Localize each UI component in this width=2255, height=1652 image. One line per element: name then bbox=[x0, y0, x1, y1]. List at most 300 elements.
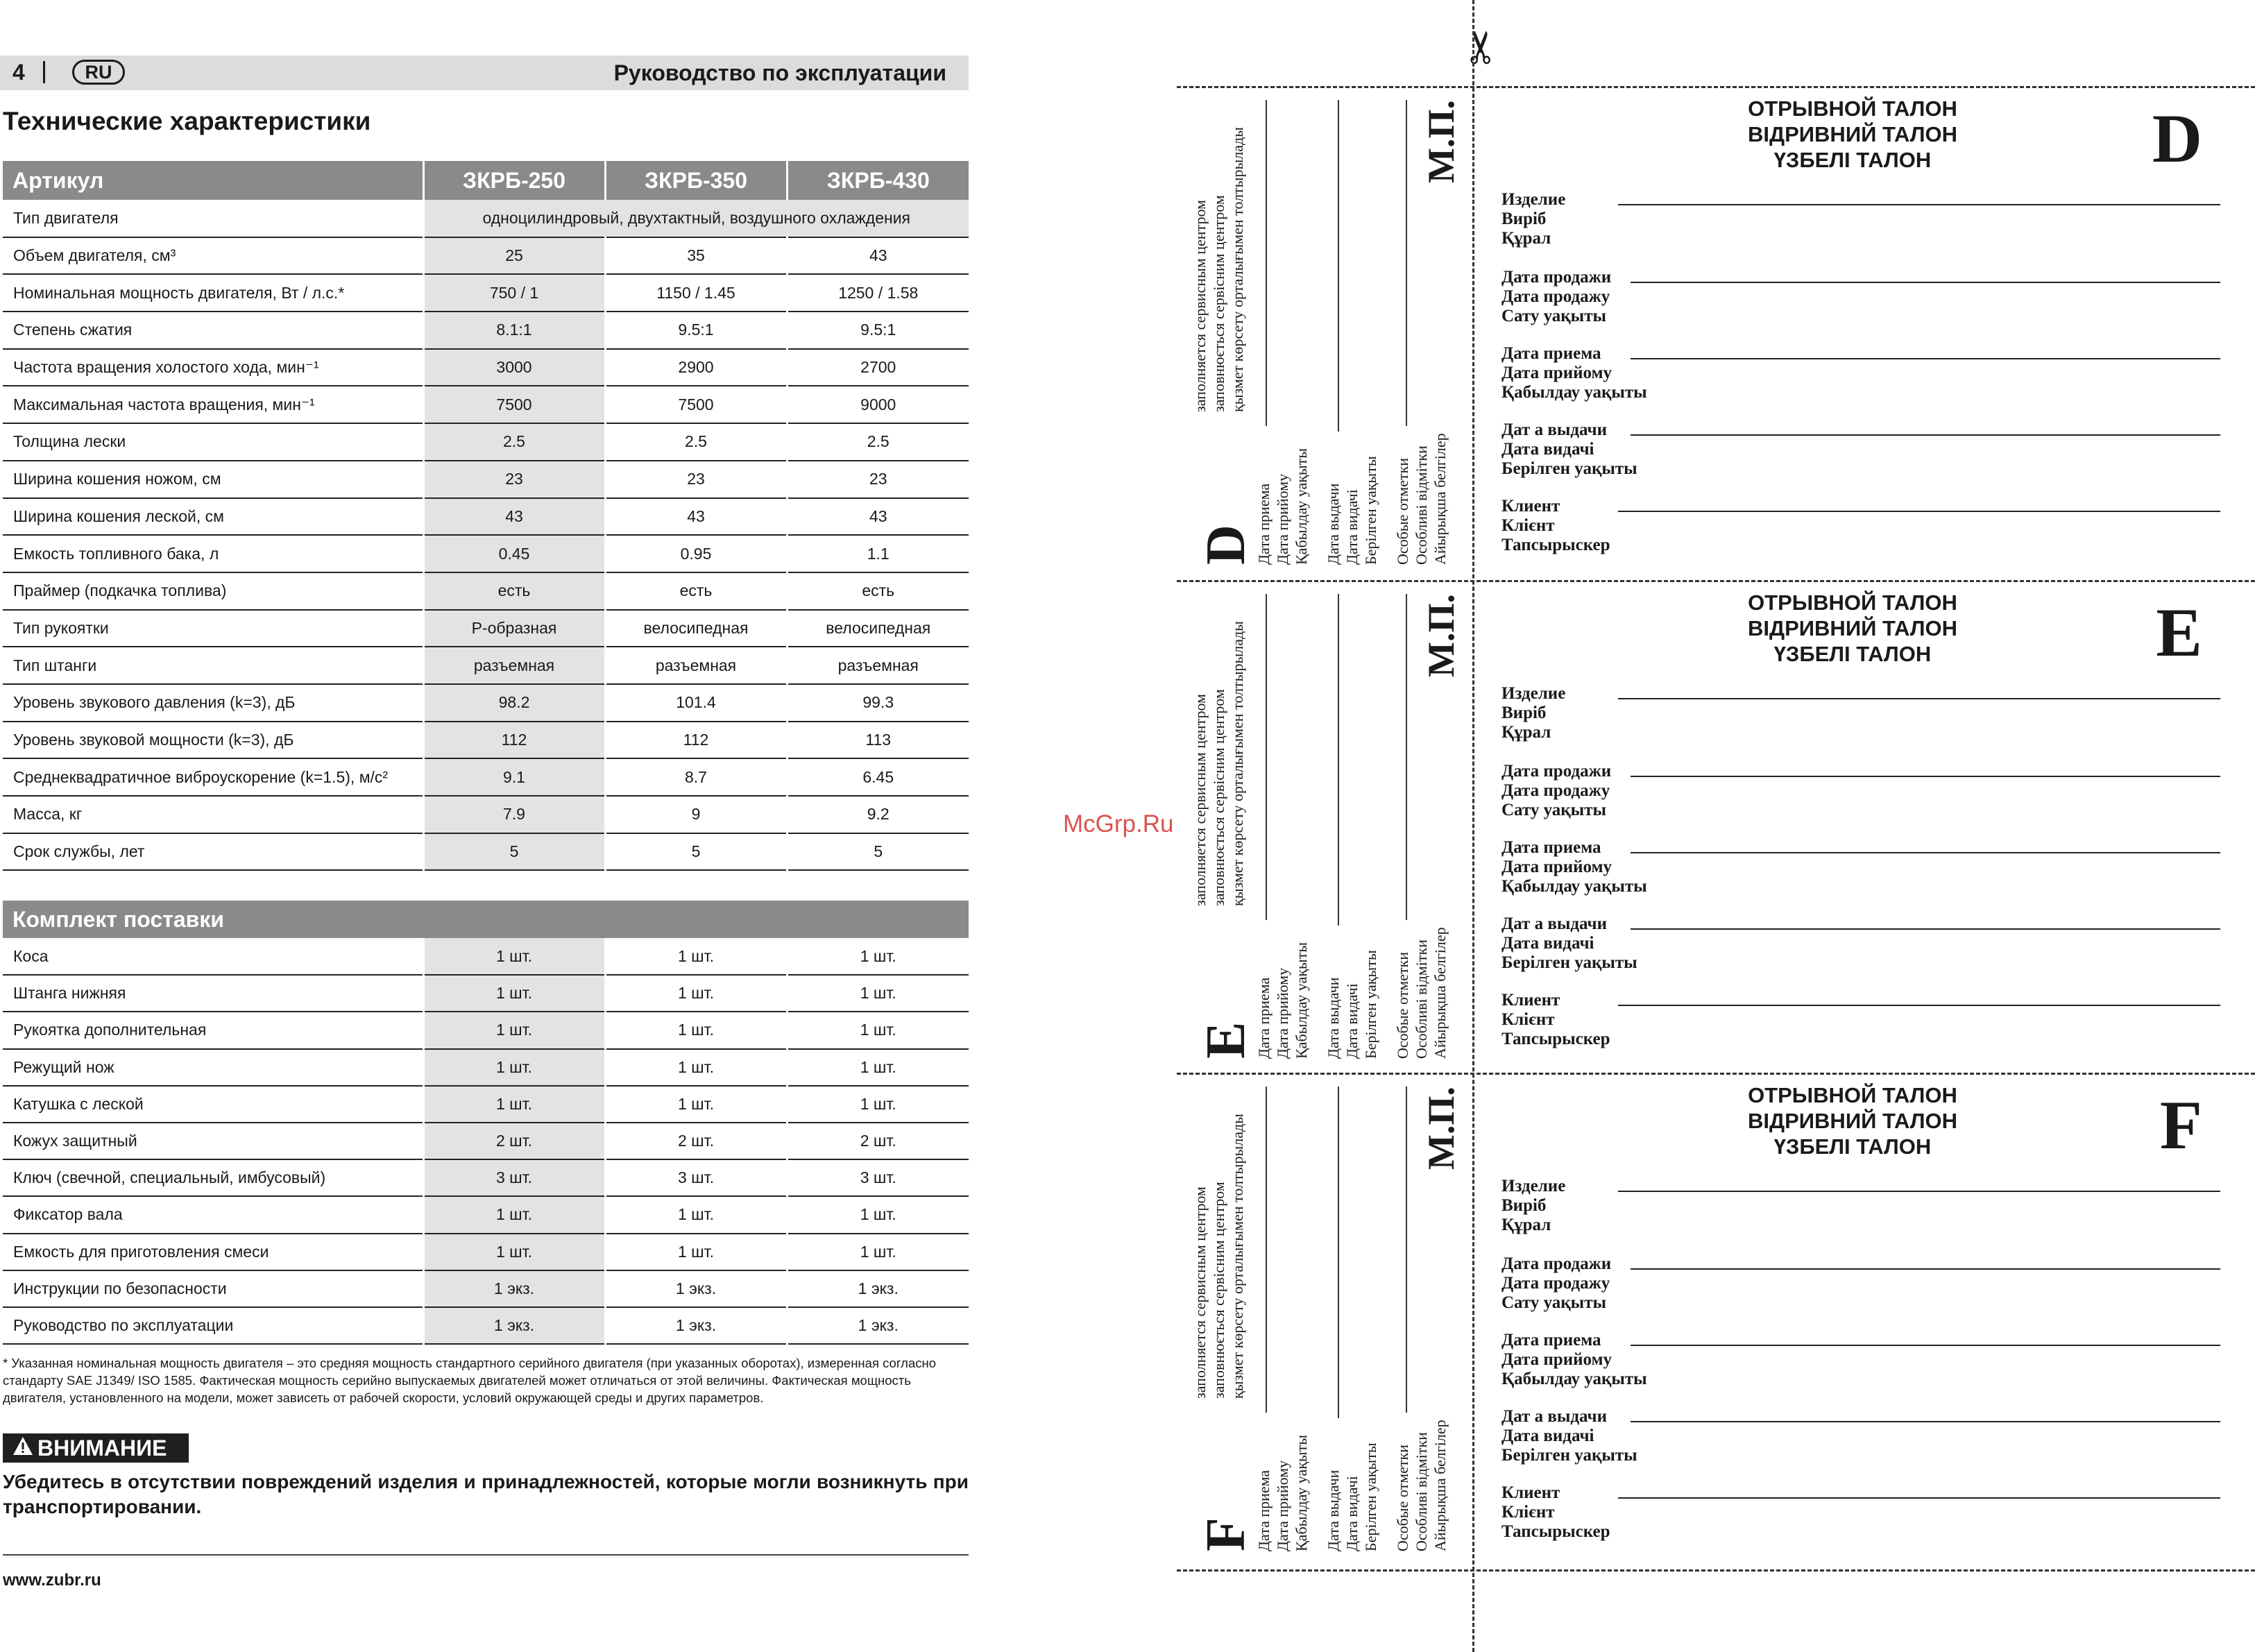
spec-row-label: Тип рукоятки bbox=[3, 610, 423, 647]
spec-row-value: есть bbox=[605, 572, 787, 610]
section-title: Технические характеристики bbox=[3, 107, 371, 135]
coupon-field-line bbox=[1631, 282, 2220, 283]
spec-row-label: Праймер (подкачка топлива) bbox=[3, 572, 423, 610]
spec-row-value: разъемная bbox=[787, 647, 969, 684]
spec-row-value: 2.5 bbox=[423, 423, 605, 461]
kit-row-value: 1 шт. bbox=[423, 975, 605, 1012]
stub-issue-line: Дата выдачи bbox=[1325, 483, 1342, 565]
stub-notes-line: Особые отметки bbox=[1394, 458, 1411, 565]
footer-divider bbox=[3, 1554, 969, 1556]
coupon-field-line bbox=[1631, 1345, 2220, 1346]
stub-stamp: М.П. bbox=[1420, 1087, 1462, 1170]
stub-notes-line: Особливі відмітки bbox=[1413, 1432, 1430, 1551]
spec-row bbox=[3, 349, 969, 386]
coupon-field-label: Дата продажи bbox=[1501, 268, 1612, 287]
coupon-letter: E bbox=[2156, 594, 2202, 671]
coupon-field-label: Изделие bbox=[1501, 190, 1566, 209]
kit-row bbox=[3, 938, 969, 975]
kit-row-value: 1 экз. bbox=[787, 1307, 969, 1344]
stub-service-line: заполняется сервисным центром bbox=[1191, 694, 1209, 906]
kit-row-value: 1 шт. bbox=[787, 1196, 969, 1233]
kit-row bbox=[3, 1123, 969, 1159]
spec-row-value: велосипедная bbox=[787, 610, 969, 647]
coupon-field-line bbox=[1631, 928, 2220, 930]
kit-row-label: Рукоятка дополнительная bbox=[3, 1012, 423, 1048]
kit-row-label: Емкость для приготовления смеси bbox=[3, 1234, 423, 1270]
stub-line bbox=[1338, 1087, 1339, 1418]
spec-header-article: Артикул bbox=[3, 161, 423, 200]
spec-row-value: 1250 / 1.58 bbox=[787, 274, 969, 312]
language-badge: RU bbox=[72, 60, 125, 85]
spec-row bbox=[3, 200, 969, 237]
kit-header: Комплект поставки bbox=[3, 901, 423, 938]
spec-row bbox=[3, 498, 969, 536]
kit-row-label: Кожух защитный bbox=[3, 1123, 423, 1159]
coupon-field-label: Дата продажу bbox=[1501, 287, 1610, 306]
spec-row bbox=[3, 386, 969, 423]
coupon-field-label: Изделие bbox=[1501, 1177, 1566, 1195]
spec-row bbox=[3, 796, 969, 833]
stub-service-line: қызмет көрсету орталығымен толтырылады bbox=[1229, 1114, 1246, 1399]
kit-row-value: 3 шт. bbox=[605, 1159, 787, 1196]
coupon-field-label: Клієнт bbox=[1501, 516, 1555, 535]
spec-row-value: 0.45 bbox=[423, 535, 605, 572]
stub-notes-line: Особливі відмітки bbox=[1413, 445, 1430, 565]
warning-label: ВНИМАНИЕ bbox=[37, 1436, 167, 1461]
stub-service-line: заполняется сервисным центром bbox=[1191, 1186, 1209, 1399]
kit-row-value: 1 шт. bbox=[605, 1196, 787, 1233]
website-link[interactable]: www.zubr.ru bbox=[3, 1571, 101, 1590]
stub-line bbox=[1406, 1087, 1407, 1413]
coupon-title-line: ҮЗБЕЛІ ТАЛОН bbox=[1773, 642, 1932, 666]
spec-row-value: 1.1 bbox=[787, 535, 969, 572]
kit-row-value: 1 экз. bbox=[605, 1270, 787, 1307]
spec-row-value: 101.4 bbox=[605, 684, 787, 722]
coupon-field-line bbox=[1618, 698, 2220, 699]
spec-row-label: Ширина кошения ножом, см bbox=[3, 461, 423, 498]
stub-stamp: М.П. bbox=[1420, 100, 1462, 183]
stub-accept-line: Дата приема bbox=[1255, 483, 1273, 565]
spec-row-value: 112 bbox=[423, 722, 605, 759]
page-number: 4 bbox=[12, 60, 25, 85]
stub-service-line: қызмет көрсету орталығымен толтырылады bbox=[1229, 127, 1246, 412]
coupon bbox=[1485, 1073, 2241, 1558]
kit-row bbox=[3, 1196, 969, 1233]
coupon-field-label: Изделие bbox=[1501, 684, 1566, 703]
kit-row-label: Режущий нож bbox=[3, 1049, 423, 1086]
header-bar bbox=[0, 56, 969, 90]
coupon-title-line: ОТРЫВНОЙ ТАЛОН bbox=[1748, 1083, 1957, 1107]
coupon-field-label: Берілген уақыты bbox=[1501, 1446, 1637, 1465]
spec-row-label: Среднеквадратичное виброускорение (k=1.5), м/c² bbox=[3, 758, 423, 796]
spec-row-label: Срок службы, лет bbox=[3, 833, 423, 871]
stub-service-line: заповнюється сервісним центром bbox=[1210, 195, 1227, 412]
warning-badge bbox=[3, 1433, 189, 1463]
kit-row-label: Штанга нижняя bbox=[3, 975, 423, 1012]
stub-notes-line: Особые отметки bbox=[1394, 952, 1411, 1059]
spec-row bbox=[3, 684, 969, 722]
spec-row-value: 9 bbox=[605, 796, 787, 833]
warning-text: Убедитесь в отсутствии повреждений изделия и принадлежностей, которые могли возникнуть при транспортировании. bbox=[3, 1471, 969, 1517]
coupon-field-label: Дата приема bbox=[1501, 838, 1601, 857]
spec-row-label: Толщина лески bbox=[3, 423, 423, 461]
spec-row bbox=[3, 237, 969, 275]
spec-row-value: 9.2 bbox=[787, 796, 969, 833]
coupon-stub bbox=[1177, 580, 1468, 1066]
spec-row-value: 113 bbox=[787, 722, 969, 759]
coupon-letter: D bbox=[2152, 100, 2202, 177]
coupon-field-label: Дата прийому bbox=[1501, 1350, 1612, 1369]
spec-row-value: разъемная bbox=[605, 647, 787, 684]
spec-row-value: 3000 bbox=[423, 349, 605, 386]
kit-row-value: 1 шт. bbox=[787, 938, 969, 975]
coupon-field-line bbox=[1631, 434, 2220, 436]
kit-row-label: Инструкции по безопасности bbox=[3, 1270, 423, 1307]
stub-service-line: заполняется сервисным центром bbox=[1191, 200, 1209, 412]
warning-icon bbox=[12, 1433, 33, 1463]
kit-row-value: 1 шт. bbox=[605, 975, 787, 1012]
spec-row-value: 8.1:1 bbox=[423, 312, 605, 349]
coupon-title-line: ВІДРИВНИЙ ТАЛОН bbox=[1748, 1109, 1957, 1133]
coupon-field-line bbox=[1618, 1497, 2220, 1499]
spec-row bbox=[3, 647, 969, 684]
kit-row-value: 1 шт. bbox=[423, 1049, 605, 1086]
footnote: * Указанная номинальная мощность двигателя – это средняя мощность стандартного серийного двигателя (при указанных оборотах), измеренная согласно стандарту SAE J1349/ ISO 1585. Фактическая мощность серийно выпускаемых двигателей может отличаться от этой величины. Фактическая мощность двигателя, установленного на модели, может зависеть от рабочей скорости, условий окружающей среды и других параметров. bbox=[3, 1356, 936, 1405]
kit-table bbox=[3, 901, 969, 1345]
kit-row-value: 1 шт. bbox=[787, 1234, 969, 1270]
kit-row bbox=[3, 1049, 969, 1086]
spec-row-value: 9.5:1 bbox=[605, 312, 787, 349]
stub-letter: E bbox=[1195, 1021, 1257, 1059]
kit-row-value: 1 шт. bbox=[423, 938, 605, 975]
coupon-field-label: Клиент bbox=[1501, 991, 1560, 1010]
spec-row-value: 0.95 bbox=[605, 535, 787, 572]
spec-row-value: есть bbox=[423, 572, 605, 610]
stub-letter: F bbox=[1195, 1517, 1257, 1551]
kit-row bbox=[3, 1012, 969, 1048]
header-separator bbox=[43, 61, 45, 83]
stub-issue-line: Берілген уақыты bbox=[1362, 950, 1379, 1059]
spec-row-label: Масса, кг bbox=[3, 796, 423, 833]
cut-line-horizontal bbox=[1177, 1569, 2255, 1572]
stub-line bbox=[1406, 100, 1407, 426]
spec-row-value: 25 bbox=[423, 237, 605, 275]
stub-accept-line: Дата прийому bbox=[1274, 967, 1291, 1059]
coupon-field-line bbox=[1631, 1421, 2220, 1422]
coupon-field-line bbox=[1618, 204, 2220, 205]
spec-row bbox=[3, 610, 969, 647]
spec-row-value: 5 bbox=[423, 833, 605, 871]
coupon-field-label: Қабылдау уақыты bbox=[1501, 1370, 1647, 1388]
spec-row-value: 750 / 1 bbox=[423, 274, 605, 312]
coupon-field-label: Виріб bbox=[1501, 210, 1547, 228]
stub-accept-line: Дата прийому bbox=[1274, 473, 1291, 565]
spec-row-label: Ширина кошения леской, см bbox=[3, 498, 423, 536]
spec-row-label: Номинальная мощность двигателя, Вт / л.с.* bbox=[3, 274, 423, 312]
stub-issue-line: Дата видачі bbox=[1343, 489, 1361, 565]
kit-header-row bbox=[3, 901, 969, 938]
kit-row bbox=[3, 975, 969, 1012]
kit-row-value: 1 шт. bbox=[423, 1012, 605, 1048]
kit-row-value: 3 шт. bbox=[423, 1159, 605, 1196]
coupon-field-label: Виріб bbox=[1501, 1196, 1547, 1215]
stub-service-line: заповнюється сервісним центром bbox=[1210, 1182, 1227, 1399]
spec-row-value: 5 bbox=[605, 833, 787, 871]
coupon-field-label: Клієнт bbox=[1501, 1503, 1555, 1522]
spec-row-value: Р-образная bbox=[423, 610, 605, 647]
kit-row bbox=[3, 1270, 969, 1307]
kit-row-value: 1 шт. bbox=[605, 1086, 787, 1123]
spec-row-label: Тип двигателя bbox=[3, 200, 423, 237]
spec-row-value: 5 bbox=[787, 833, 969, 871]
coupon-field-label: Қабылдау уақыты bbox=[1501, 383, 1647, 402]
spec-row-value: 7500 bbox=[605, 386, 787, 423]
spec-row-value: 7500 bbox=[423, 386, 605, 423]
coupon-field-label: Тапсырыскер bbox=[1501, 536, 1610, 554]
spec-row-value: 2.5 bbox=[605, 423, 787, 461]
kit-header-blank bbox=[605, 901, 787, 938]
stub-stamp: М.П. bbox=[1420, 594, 1462, 677]
kit-row-value: 3 шт. bbox=[787, 1159, 969, 1196]
coupon-field-label: Берілген уақыты bbox=[1501, 459, 1637, 478]
spec-row bbox=[3, 572, 969, 610]
stub-issue-line: Дата видачі bbox=[1343, 1476, 1361, 1551]
stub-accept-line: Қабылдау уақыты bbox=[1293, 942, 1310, 1059]
spec-row bbox=[3, 423, 969, 461]
spec-row-label: Уровень звуковой мощности (k=3), дБ bbox=[3, 722, 423, 759]
cut-line-vertical bbox=[1472, 0, 1474, 1652]
spec-row-value: 23 bbox=[423, 461, 605, 498]
stub-line bbox=[1266, 100, 1267, 426]
coupon bbox=[1485, 580, 2241, 1066]
kit-row-label: Фиксатор вала bbox=[3, 1196, 423, 1233]
stub-accept-line: Дата приема bbox=[1255, 977, 1273, 1059]
kit-row-value: 1 шт. bbox=[787, 975, 969, 1012]
kit-row-value: 1 шт. bbox=[605, 1234, 787, 1270]
spec-row-value: 7.9 bbox=[423, 796, 605, 833]
watermark: McGrp.Ru bbox=[1063, 810, 1174, 837]
spec-row-value: 6.45 bbox=[787, 758, 969, 796]
kit-row-value: 1 экз. bbox=[423, 1270, 605, 1307]
kit-row-value: 1 экз. bbox=[423, 1307, 605, 1344]
spec-row-label: Уровень звукового давления (k=3), дБ bbox=[3, 684, 423, 722]
spec-header-model: ЗКРБ-430 bbox=[787, 161, 969, 200]
stub-service-line: заповнюється сервісним центром bbox=[1210, 689, 1227, 906]
kit-row-value: 1 экз. bbox=[605, 1307, 787, 1344]
kit-row-label: Руководство по эксплуатации bbox=[3, 1307, 423, 1344]
coupon-field-label: Құрал bbox=[1501, 723, 1551, 742]
kit-row-value: 1 шт. bbox=[787, 1086, 969, 1123]
spec-row bbox=[3, 535, 969, 572]
spec-row-value: 112 bbox=[605, 722, 787, 759]
coupon bbox=[1485, 86, 2241, 572]
stub-service-line: қызмет көрсету орталығымен толтырылады bbox=[1229, 621, 1246, 906]
spec-row-value: 2.5 bbox=[787, 423, 969, 461]
coupon-field-label: Дата видачі bbox=[1501, 934, 1594, 953]
coupon-field-label: Сату уақыты bbox=[1501, 801, 1607, 819]
coupon-field-line bbox=[1631, 358, 2220, 359]
kit-row-value: 1 шт. bbox=[787, 1049, 969, 1086]
stub-issue-line: Берілген уақыты bbox=[1362, 1442, 1379, 1551]
manual-title: Руководство по эксплуатации bbox=[613, 60, 946, 85]
spec-row-label: Частота вращения холостого хода, мин⁻¹ bbox=[3, 349, 423, 386]
spec-row-label: Объем двигателя, см³ bbox=[3, 237, 423, 275]
coupon-stub bbox=[1177, 1073, 1468, 1558]
kit-row-value: 1 шт. bbox=[605, 1049, 787, 1086]
spec-row-value: 43 bbox=[423, 498, 605, 536]
coupon-field-label: Құрал bbox=[1501, 229, 1551, 248]
kit-row-value: 1 шт. bbox=[423, 1234, 605, 1270]
spec-row-value: 23 bbox=[787, 461, 969, 498]
coupon-letter: F bbox=[2159, 1087, 2202, 1164]
kit-row-label: Ключ (свечной, специальный, имбусовый) bbox=[3, 1159, 423, 1196]
kit-row-value: 2 шт. bbox=[787, 1123, 969, 1159]
coupon-field-label: Дата приема bbox=[1501, 1331, 1601, 1349]
spec-row bbox=[3, 274, 969, 312]
spec-row-value: 43 bbox=[787, 237, 969, 275]
kit-row-value: 1 шт. bbox=[423, 1196, 605, 1233]
stub-notes-line: Айырықша белгілер bbox=[1431, 433, 1449, 565]
spec-row-value: есть bbox=[787, 572, 969, 610]
coupon-field-line bbox=[1631, 852, 2220, 853]
coupon-field-line bbox=[1631, 776, 2220, 777]
spec-row bbox=[3, 758, 969, 796]
spec-header-model: ЗКРБ-350 bbox=[605, 161, 787, 200]
coupon-stub bbox=[1177, 86, 1468, 572]
stub-line bbox=[1406, 594, 1407, 920]
coupon-field-label: Тапсырыскер bbox=[1501, 1030, 1610, 1048]
spec-row-value: разъемная bbox=[423, 647, 605, 684]
spec-row-label: Максимальная частота вращения, мин⁻¹ bbox=[3, 386, 423, 423]
coupon-field-label: Клиент bbox=[1501, 497, 1560, 516]
coupon-field-label: Дата видачі bbox=[1501, 440, 1594, 459]
coupon-field-label: Дата прийому bbox=[1501, 364, 1612, 382]
kit-row-value: 1 шт. bbox=[787, 1012, 969, 1048]
kit-row-value: 2 шт. bbox=[605, 1123, 787, 1159]
coupon-field-line bbox=[1631, 1268, 2220, 1270]
stub-line bbox=[1338, 100, 1339, 432]
coupon-field-label: Дата видачі bbox=[1501, 1427, 1594, 1445]
spec-header-row bbox=[3, 161, 969, 200]
kit-row-label: Катушка с леской bbox=[3, 1086, 423, 1123]
stub-line bbox=[1266, 594, 1267, 920]
coupon-field-line bbox=[1618, 1191, 2220, 1192]
stub-accept-line: Дата приема bbox=[1255, 1470, 1273, 1551]
kit-row bbox=[3, 1307, 969, 1344]
spec-row-label: Тип штанги bbox=[3, 647, 423, 684]
spec-row-value: 35 bbox=[605, 237, 787, 275]
coupon-field-line bbox=[1618, 511, 2220, 512]
spec-row-value: 43 bbox=[787, 498, 969, 536]
coupon-title-line: ОТРЫВНОЙ ТАЛОН bbox=[1748, 590, 1957, 615]
spec-row-value: 23 bbox=[605, 461, 787, 498]
coupon-field-label: Дата продажу bbox=[1501, 1274, 1610, 1293]
spec-row-value: 9.5:1 bbox=[787, 312, 969, 349]
spec-row-value: 9.1 bbox=[423, 758, 605, 796]
coupon-title-line: ҮЗБЕЛІ ТАЛОН bbox=[1773, 148, 1932, 172]
coupon-field-label: Дата приема bbox=[1501, 344, 1601, 363]
stub-issue-line: Дата выдачи bbox=[1325, 1470, 1342, 1551]
spec-row bbox=[3, 312, 969, 349]
coupon-title-line: ВІДРИВНИЙ ТАЛОН bbox=[1748, 122, 1957, 146]
stub-accept-line: Қабылдау уақыты bbox=[1293, 448, 1310, 565]
stub-line bbox=[1338, 594, 1339, 926]
spec-row-value: велосипедная bbox=[605, 610, 787, 647]
coupon-field-label: Виріб bbox=[1501, 704, 1547, 722]
kit-header-blank bbox=[423, 901, 605, 938]
stub-line bbox=[1266, 1087, 1267, 1413]
spec-row-value: 9000 bbox=[787, 386, 969, 423]
left-page bbox=[0, 0, 971, 1652]
coupon-field-label: Дат а выдачи bbox=[1501, 1407, 1608, 1426]
kit-row bbox=[3, 1234, 969, 1270]
stub-issue-line: Дата видачі bbox=[1343, 983, 1361, 1059]
spec-row-value: 99.3 bbox=[787, 684, 969, 722]
coupon-field-label: Дата продажи bbox=[1501, 762, 1612, 781]
coupon-field-label: Тапсырыскер bbox=[1501, 1522, 1610, 1541]
coupon-field-label: Клієнт bbox=[1501, 1010, 1555, 1029]
coupon-field-label: Дат а выдачи bbox=[1501, 914, 1608, 933]
spec-row-value: 1150 / 1.45 bbox=[605, 274, 787, 312]
kit-row-value: 1 шт. bbox=[605, 1012, 787, 1048]
coupon-title-line: ОТРЫВНОЙ ТАЛОН bbox=[1748, 96, 1957, 121]
stub-issue-line: Дата выдачи bbox=[1325, 977, 1342, 1059]
kit-header-blank bbox=[787, 901, 969, 938]
kit-row bbox=[3, 1086, 969, 1123]
coupon-field-label: Дат а выдачи bbox=[1501, 420, 1608, 439]
kit-row bbox=[3, 1159, 969, 1196]
stub-notes-line: Особые отметки bbox=[1394, 1445, 1411, 1551]
coupon-title-line: ҮЗБЕЛІ ТАЛОН bbox=[1773, 1134, 1932, 1159]
stub-notes-line: Айырықша белгілер bbox=[1431, 1420, 1449, 1551]
coupon-field-label: Сату уақыты bbox=[1501, 1293, 1607, 1312]
spec-row-label: Емкость топливного бака, л bbox=[3, 535, 423, 572]
coupon-field-label: Сату уақыты bbox=[1501, 307, 1607, 325]
spec-row bbox=[3, 461, 969, 498]
coupon-field-label: Дата продажу bbox=[1501, 781, 1610, 800]
spec-table bbox=[3, 161, 969, 871]
stub-notes-line: Особливі відмітки bbox=[1413, 939, 1430, 1059]
spec-row-label: Степень сжатия bbox=[3, 312, 423, 349]
coupon-field-label: Қабылдау уақыты bbox=[1501, 877, 1647, 896]
spec-row-value: 2700 bbox=[787, 349, 969, 386]
stub-notes-line: Айырықша белгілер bbox=[1431, 927, 1449, 1059]
kit-row-value: 1 экз. bbox=[787, 1270, 969, 1307]
spec-row-value: 8.7 bbox=[605, 758, 787, 796]
coupon-field-label: Дата прийому bbox=[1501, 858, 1612, 876]
kit-row-value: 1 шт. bbox=[605, 938, 787, 975]
coupon-field-label: Құрал bbox=[1501, 1216, 1551, 1234]
spec-row-value: 2900 bbox=[605, 349, 787, 386]
spec-header-model: ЗКРБ-250 bbox=[423, 161, 605, 200]
spec-row bbox=[3, 833, 969, 871]
coupon-field-label: Клиент bbox=[1501, 1483, 1560, 1502]
coupon-field-label: Берілген уақыты bbox=[1501, 953, 1637, 972]
spec-row bbox=[3, 722, 969, 759]
coupon-field-line bbox=[1618, 1005, 2220, 1006]
kit-row-label: Коса bbox=[3, 938, 423, 975]
coupon-field-label: Дата продажи bbox=[1501, 1254, 1612, 1273]
stub-accept-line: Дата прийому bbox=[1274, 1460, 1291, 1551]
kit-row-value: 1 шт. bbox=[423, 1086, 605, 1123]
stub-letter: D bbox=[1195, 525, 1257, 565]
spec-row-value: 43 bbox=[605, 498, 787, 536]
spec-row-value: 98.2 bbox=[423, 684, 605, 722]
spec-row-value: одноцилиндровый, двухтактный, воздушного охлаждения bbox=[423, 200, 969, 237]
stub-accept-line: Қабылдау уақыты bbox=[1293, 1434, 1310, 1551]
scissors-icon: ✂ bbox=[1456, 28, 1506, 66]
coupon-title-line: ВІДРИВНИЙ ТАЛОН bbox=[1748, 616, 1957, 640]
